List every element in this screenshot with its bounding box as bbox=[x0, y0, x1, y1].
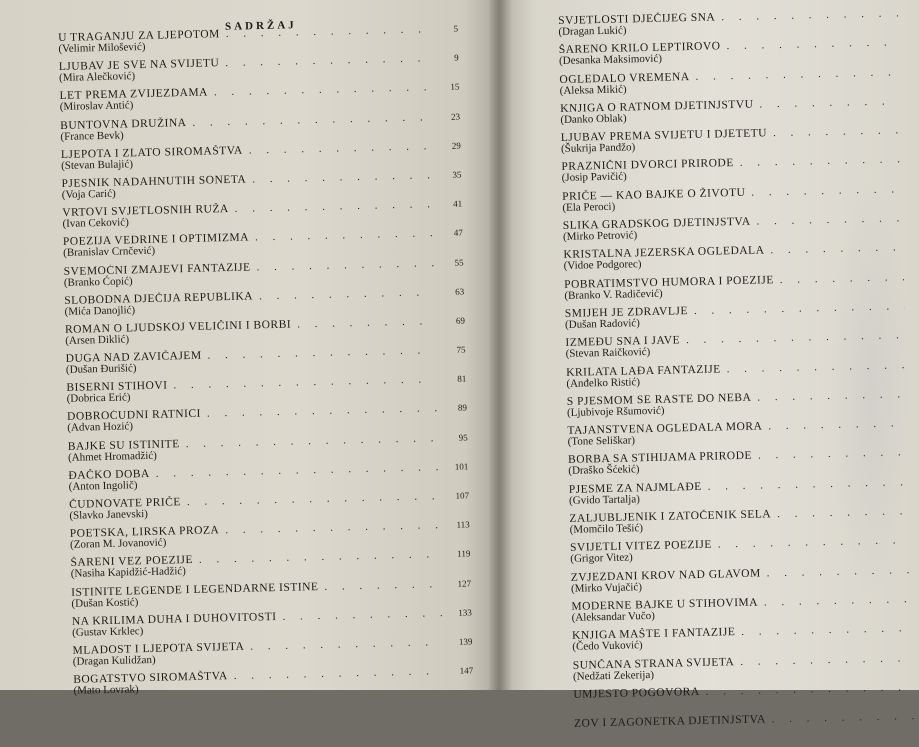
toc-left-column bbox=[58, 23, 474, 704]
entry-page-number: 95 bbox=[458, 432, 468, 443]
entry-title: ISTINITE LEGENDE I LEGENDARNE ISTINE bbox=[71, 580, 319, 599]
entry-author: (Ahmet Hromadžić) bbox=[67, 449, 158, 464]
entry-author: (Desanka Maksimović) bbox=[558, 52, 663, 68]
entry-title: SLOBODNA DJEČIJA REPUBLIKA bbox=[64, 290, 254, 307]
entry-page-number: 9 bbox=[454, 52, 459, 63]
contents-heading: SADRŽAJ bbox=[224, 19, 297, 33]
entry-author: (Grigor Vitez) bbox=[570, 551, 633, 566]
entry-author: (Branislav Crnčević) bbox=[63, 245, 156, 260]
entry-title: KRILATA LAĐA FANTAZIJE bbox=[565, 362, 721, 379]
entry-page-number: 5 bbox=[453, 23, 459, 34]
entry-page-number: 15 bbox=[450, 81, 460, 93]
entry-title: SMIJEH JE ZDRAVLJE bbox=[564, 305, 689, 320]
entry-page-number: 23 bbox=[450, 111, 461, 122]
entry-title: SUNČANA STRANA SVIJETA bbox=[572, 655, 735, 672]
entry-author: (Slavko Janevski) bbox=[69, 508, 149, 522]
entry-title: BOGATSTVO SIROMAŠTVA bbox=[73, 670, 228, 686]
entry-title: ZOV I ZAGONETKA DJETINJSTVA bbox=[573, 713, 766, 730]
entry-title: MLADOST I LJEPOTA SVIJETA bbox=[72, 640, 245, 657]
entry-author: (Mića Danojlić) bbox=[64, 303, 136, 318]
entry-title: S PJESMOM SE RASTE DO NEBA bbox=[566, 391, 752, 408]
entry-title: ŠARENO KRILO LEPTIROVO bbox=[558, 40, 721, 57]
entry-title: BISERNI STIHOVI bbox=[66, 379, 168, 395]
entry-author: (Josip Pavičić) bbox=[561, 170, 627, 185]
entry-author: (Arsen Diklić) bbox=[65, 333, 130, 347]
entry-author: (Aleksandar Vučo) bbox=[571, 609, 655, 624]
entry-title: U TRAGANJU ZA LJEPOTOM bbox=[58, 28, 220, 44]
entry-author: (Danko Oblak) bbox=[560, 112, 627, 126]
entry-author: (Anton Ingolič) bbox=[68, 479, 138, 493]
entry-page-number: 69 bbox=[455, 315, 466, 326]
entry-author: (Voja Carić) bbox=[61, 187, 116, 201]
entry-author: (Dušan Radović) bbox=[564, 317, 640, 331]
entry-author: (Ela Peroci) bbox=[562, 200, 616, 214]
entry-title: ĐAČKO DOBA bbox=[68, 467, 150, 482]
entry-author: (Mira Alečković) bbox=[58, 70, 136, 85]
entry-author: (Dušan Đurišić) bbox=[65, 362, 137, 376]
entry-author: (Vidoe Podgorec) bbox=[563, 258, 642, 273]
entry-author: (Momčilo Tešić) bbox=[569, 522, 644, 536]
entry-page-number: 107 bbox=[455, 490, 470, 501]
entry-title: POBRATIMSTVO HUMORA I POEZIJE bbox=[563, 273, 774, 291]
entry-author: (Branko Ćopić) bbox=[63, 274, 133, 289]
entry-title: ROMAN O LJUDSKOJ VELIČINI I BORBI bbox=[64, 318, 292, 336]
entry-author: (Ljubivoje Ršumović) bbox=[566, 404, 665, 419]
entry-author: (Tone Seliškar) bbox=[567, 434, 636, 449]
entry-title: BAJKE SU ISTINITE bbox=[67, 437, 180, 453]
entry-page-number: 81 bbox=[457, 373, 467, 384]
entry-title: LJEPOTA I ZLATO SIROMAŠTVA bbox=[60, 144, 243, 161]
entry-title: KRISTALNA JEZERSKA OGLEDALA bbox=[563, 244, 765, 262]
entry-page-number: 41 bbox=[453, 198, 463, 209]
entry-page-number: 147 bbox=[459, 665, 474, 676]
entry-title: PJESME ZA NAJMLAĐE bbox=[568, 480, 702, 496]
entry-title: POEZIJA VEDRINE I OPTIMIZMA bbox=[62, 231, 250, 249]
entry-author: (Zoran M. Jovanović) bbox=[69, 536, 167, 552]
entry-author: (Čedo Vuković) bbox=[572, 639, 643, 654]
entry-author: (Dušan Kostić) bbox=[71, 595, 139, 610]
entry-title: KNJIGA MAŠTE I FANTAZIJE bbox=[571, 626, 736, 643]
entry-author: (Nasiha Kapidžić-Hadžić) bbox=[70, 565, 187, 581]
entry-page-number: 113 bbox=[456, 519, 470, 530]
entry-page-number: 47 bbox=[453, 227, 463, 239]
entry-page-number: 133 bbox=[458, 607, 472, 618]
entry-author: (Gustav Krklec) bbox=[72, 624, 144, 639]
entry-page-number: 55 bbox=[454, 257, 464, 268]
entry-page-number: 35 bbox=[452, 169, 462, 180]
entry-title: LJUBAV PREMA SVIJETU I DJETETU bbox=[560, 127, 768, 145]
entry-author: (Šukrija Pandžo) bbox=[560, 141, 636, 156]
entry-author: (Nedžati Zekerija) bbox=[572, 668, 655, 683]
entry-author: (Ivan Ceković) bbox=[62, 216, 129, 231]
entry-author: (Anđelko Ristić) bbox=[566, 375, 641, 390]
entry-author: (Dobrica Erić) bbox=[66, 391, 131, 406]
entry-author: (Dragan Kulidžan) bbox=[72, 653, 156, 668]
entry-title: PRIČE — KAO BAJKE O ŽIVOTU bbox=[561, 186, 746, 203]
entry-title: LET PREMA ZVIJEZDAMA bbox=[59, 86, 209, 103]
entry-author: (Mirko Vujačić) bbox=[570, 580, 643, 595]
entry-title: DUGA NAD ZAVIČAJEM bbox=[65, 349, 202, 365]
entry-title: ZALJUBLJENIK I ZATOČENIK SELA bbox=[569, 508, 772, 525]
entry-page-number: 29 bbox=[451, 140, 461, 151]
entry-title: OGLEDALO VREMENA bbox=[559, 70, 690, 86]
entry-title: PJESNIK NADAHNUTIH SONETA bbox=[61, 173, 247, 190]
toc-right-column bbox=[558, 7, 915, 747]
entry-author: (Advan Hozić) bbox=[67, 420, 134, 435]
dot-leader bbox=[772, 710, 915, 725]
entry-title: BORBA SA STIHIJAMA PRIRODE bbox=[567, 450, 753, 467]
entry-author: (Stevan Bulajić) bbox=[61, 158, 134, 172]
entry-title: BUNTOVNA DRUŽINA bbox=[60, 116, 187, 132]
book-spine bbox=[488, 0, 512, 690]
entry-page-number: 119 bbox=[457, 548, 471, 560]
entry-title: ČUDNOVATE PRIČE bbox=[69, 496, 182, 511]
entry-title: IZMEĐU SNA I JAVE bbox=[565, 334, 681, 350]
entry-title: KNJIGA O RATNOM DJETINJSTVU bbox=[559, 98, 754, 115]
entry-title: ZVJEZDANI KROV NAD GLAVOM bbox=[570, 567, 761, 584]
entry-title: MODERNE BAJKE U STIHOVIMA bbox=[571, 596, 759, 613]
entry-title: SVEMOĆNI ZMAJEVI FANTAZIJE bbox=[63, 261, 251, 278]
entry-title: SVIJETLI VITEZ POEZIJE bbox=[569, 538, 712, 555]
entry-page-number: 75 bbox=[456, 344, 466, 355]
entry-title: UMJESTO POGOVORA bbox=[573, 685, 700, 701]
entry-title: NA KRILIMA DUHA I DUHOVITOSTI bbox=[71, 610, 277, 628]
entry-page-number: 127 bbox=[457, 577, 472, 589]
entry-title: ŠARENI VEZ POEZIJE bbox=[70, 554, 194, 570]
entry-page-number: 139 bbox=[458, 636, 473, 647]
entry-author: (France Bevk) bbox=[60, 129, 124, 143]
entry-title: SLIKA GRADSKOG DJETINJSTVA bbox=[562, 215, 751, 233]
entry-author: (Mirko Petrović) bbox=[562, 229, 638, 244]
entry-author: (Mato Lovrak) bbox=[73, 683, 139, 697]
entry-title: LJUBAV JE SVE NA SVIJETU bbox=[58, 57, 220, 74]
entry-page-number: 101 bbox=[454, 461, 469, 472]
entry-title: TAJANSTVENA OGLEDALA MORA bbox=[567, 420, 763, 438]
entry-title: DOBROĆUDNI RATNICI bbox=[66, 408, 202, 424]
entry-title: VRTOVI SVJETLOSNIH RUŽA bbox=[62, 203, 229, 220]
entry-author: (Draško Šćekić) bbox=[568, 463, 640, 478]
entry-title: SVJETLOSTI DJEČIJEG SNA bbox=[558, 11, 716, 27]
entry-page-number: 63 bbox=[455, 286, 465, 297]
entry-author: (Aleksa Mikić) bbox=[559, 83, 627, 97]
entry-page-number: 89 bbox=[457, 402, 468, 414]
entry-author: (Gvido Tartalja) bbox=[568, 493, 640, 507]
entry-author: (Velimir Milošević) bbox=[58, 40, 146, 55]
entry-author: (Miroslav Antić) bbox=[59, 99, 134, 114]
entry-author: (Dragan Lukić) bbox=[558, 24, 627, 38]
entry-author: (Stevan Raičković) bbox=[565, 346, 651, 361]
entry-author: (Branko V. Radičević) bbox=[564, 287, 663, 302]
entry-title: POETSKA, LIRSKA PROZA bbox=[69, 524, 220, 541]
entry-title: PRAZNIČNI DVORCI PRIRODE bbox=[561, 157, 734, 174]
